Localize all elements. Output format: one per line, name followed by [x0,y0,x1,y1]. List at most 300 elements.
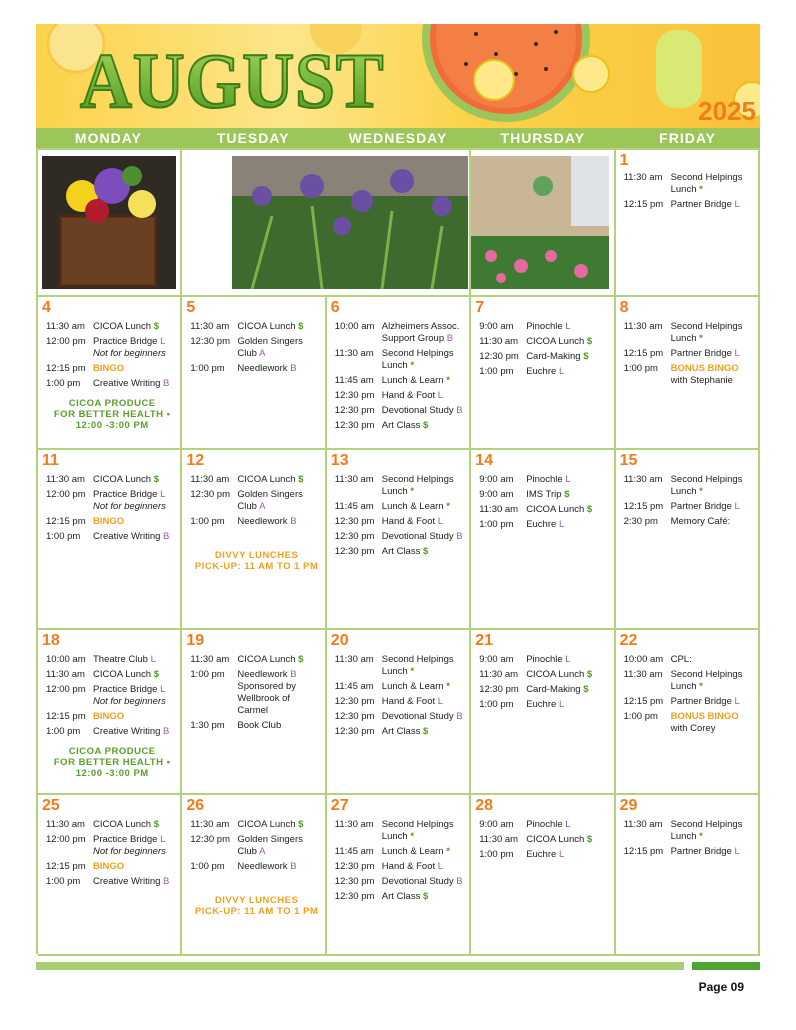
day-cell-26 [182,795,326,956]
event-tag: B [290,861,297,872]
event-tag: $ [583,684,589,695]
event-note: with Corey [670,723,716,734]
event-time: 9:00 am [479,321,514,332]
event-title: Golden Singers Club [237,336,303,359]
day-number: 21 [475,632,493,649]
event-title: Golden Singers Club [237,489,303,512]
event-title: Partner Bridge [670,348,732,359]
event-title: Needlework [237,363,288,374]
day-cell-20 [327,630,471,795]
event-tag: B [456,876,463,887]
day-cell-6 [327,297,471,450]
event-tag: * [410,666,415,677]
event-time: 12:30 pm [190,336,231,347]
event-tag: L [437,390,444,401]
event-tag: L [437,696,444,707]
event-title: Lunch & Learn [381,681,444,692]
event-title: Lunch & Learn [381,846,444,857]
day-cell-1 [616,150,760,297]
page-number: Page 09 [698,980,744,994]
weekday-monday: MONDAY [74,130,142,146]
event-title: Partner Bridge [670,199,732,210]
promo-line: FOR BETTER HEALTH • [53,757,171,768]
event-time: 12:30 pm [334,420,375,431]
event-tag: L [160,834,166,845]
event-tag: B [456,531,463,542]
event-title: Card-Making [526,684,581,695]
event-title: CICOA Lunch [526,834,585,845]
event-time: 1:00 pm [479,519,514,530]
event-time: 12:30 pm [479,351,519,362]
event-time: 12:00 pm [46,489,86,500]
event-time: 11:30 am [623,819,663,830]
event-time: 12:30 pm [334,876,375,887]
day-cell-19 [182,630,326,795]
event-time: 11:30 am [479,504,519,515]
event-title: Pinochle [526,474,563,485]
event-time: 12:30 pm [190,489,231,500]
cicoa-produce-promo [46,398,178,431]
event-title: Pinochle [526,654,563,665]
event-tag: L [734,846,740,857]
day-number: 13 [330,452,349,469]
event-time: 9:00 am [479,654,514,665]
divvy-lunch-promo [190,550,322,572]
event-tag: L [734,348,740,359]
day-number: 4 [42,299,51,316]
event-tag: $ [586,504,593,515]
event-time: 11:30 am [623,172,663,183]
event-time: 1:30 pm [190,720,225,731]
event-time: 12:30 pm [334,726,375,737]
event-title: IMS Trip [526,489,562,500]
event-tag: $ [583,351,589,362]
event-time: 11:45 am [334,846,374,857]
event-title: Creative Writing [93,876,161,887]
event-time: 2:30 pm [623,516,658,527]
day-number: 20 [330,632,349,649]
event-title: BINGO [93,363,125,374]
event-title: Lunch & Learn [381,375,444,386]
event-time: 11:30 am [623,474,663,485]
calendar-grid [36,148,760,954]
event-time: 1:00 pm [46,726,81,737]
day-cell-15 [616,450,760,630]
day-number: 12 [186,452,205,469]
event-tag: A [259,846,266,857]
event-title: Creative Writing [93,531,161,542]
event-tag: * [699,184,703,195]
event-time: 1:00 pm [623,711,658,722]
weekday-tuesday: TUESDAY [216,130,290,146]
event-time: 12:15 pm [623,501,664,512]
event-title: Euchre [526,366,557,377]
promo-line: CICOA PRODUCE [68,398,156,409]
event-time: 11:30 am [479,336,519,347]
event-title: CICOA Lunch [526,669,585,680]
day-cell-8 [616,297,760,450]
event-tag: L [558,519,565,530]
event-tag: B [163,531,170,542]
event-title: Golden Singers Club [237,834,303,857]
event-tag: L [160,489,166,500]
event-title: Practice Bridge [93,336,158,347]
weekday-header-bar [36,128,760,148]
event-tag: L [150,654,156,665]
event-time: 11:30 am [623,669,663,680]
weekday-wednesday: WEDNESDAY [348,130,448,146]
event-time: 1:00 pm [479,849,514,860]
promo-line: 12:00 -3:00 PM [75,768,149,779]
promo-line: CICOA PRODUCE [68,746,156,757]
event-title: CICOA Lunch [237,819,296,830]
day-number: 19 [186,632,205,649]
event-title: Creative Writing [93,378,161,389]
event-time: 11:30 am [190,474,230,485]
footer-accent-bar [692,962,760,970]
event-time: 12:30 pm [334,861,375,872]
day-number: 29 [619,797,638,814]
event-tag: $ [422,546,429,557]
event-tag: * [699,831,703,842]
photo-center-building [471,156,609,289]
day-number: 7 [475,299,485,316]
event-title: Devotional Study [381,876,454,887]
event-time: 12:00 pm [46,684,86,695]
weekday-friday: FRIDAY [659,130,716,146]
event-title: Devotional Study [381,531,454,542]
event-time: 12:00 pm [46,834,86,845]
event-title: Hand & Foot [381,516,436,527]
event-time: 11:30 am [334,819,374,830]
event-tag: A [259,348,266,359]
event-tag: L [565,819,571,830]
day-cell-28 [471,795,615,956]
event-tag: * [699,333,703,344]
event-note: Not for beginners [93,696,166,707]
event-title: Devotional Study [381,405,454,416]
event-title: Euchre [526,849,557,860]
event-title: BINGO [93,711,125,722]
day-cell-21 [471,630,615,795]
event-time: 12:30 pm [334,390,375,401]
event-time: 10:00 am [46,654,86,665]
event-time: 12:15 pm [46,711,86,722]
event-tag: L [734,501,740,512]
event-title: Partner Bridge [670,846,732,857]
event-tag: L [558,699,565,710]
event-title: Art Class [381,891,421,902]
event-tag: B [290,516,297,527]
event-tag: B [163,378,170,389]
day-number: 22 [619,632,638,649]
event-title: Second Helpings Lunch [670,474,743,497]
event-title: Needlework [237,861,288,872]
event-time: 11:30 am [334,348,374,359]
day-number: 28 [475,797,493,814]
event-time: 9:00 am [479,819,514,830]
event-title: Art Class [381,420,421,431]
header-banner [36,24,760,128]
event-title: CICOA Lunch [93,669,152,680]
event-time: 1:00 pm [190,516,225,527]
event-tag: B [456,711,463,722]
event-tag: * [699,486,703,497]
event-tag: $ [422,726,429,737]
event-time: 10:00 am [623,654,664,665]
event-time: 11:30 am [334,474,374,485]
promo-line: DIVVY LUNCHES [214,550,299,561]
day-number: 11 [42,452,59,469]
event-time: 12:30 pm [334,696,375,707]
event-time: 11:45 am [334,501,374,512]
event-time: 11:30 am [46,474,85,485]
day-cell-5 [182,297,326,450]
event-tag: L [565,654,571,665]
event-tag: * [410,360,415,371]
photo-cell-planter [38,150,182,297]
event-time: 1:00 pm [46,531,81,542]
event-tag: * [410,831,415,842]
event-tag: $ [586,834,593,845]
promo-line: DIVVY LUNCHES [214,895,299,906]
day-cell-29 [616,795,760,956]
event-tag: $ [153,474,160,485]
event-time: 11:30 am [46,819,85,830]
event-tag: * [446,681,450,692]
day-number: 5 [186,299,196,316]
event-time: 11:30 am [479,834,519,845]
event-time: 11:30 am [190,321,230,332]
event-title: CICOA Lunch [93,321,152,332]
event-time: 12:30 pm [334,531,375,542]
event-title: Second Helpings Lunch [670,172,743,195]
event-tag: $ [422,420,429,431]
event-tag: L [160,684,166,695]
event-tag: * [446,375,450,386]
event-tag: $ [298,654,304,665]
event-title: Card-Making [526,351,581,362]
event-note: Not for beginners [93,501,166,512]
event-title: CICOA Lunch [237,474,296,485]
event-time: 1:00 pm [190,669,225,680]
event-title: Art Class [381,546,421,557]
event-tag: $ [153,669,160,680]
event-title: CICOA Lunch [237,654,296,665]
event-time: 12:30 pm [190,834,231,845]
day-cell-25 [38,795,182,956]
day-number: 26 [186,797,205,814]
promo-line: 12:00 -3:00 PM [75,420,149,431]
event-title: CPL: [670,654,692,665]
event-note: Sponsored by Wellbrook of Carmel [237,681,297,716]
event-time: 1:00 pm [46,876,81,887]
weekday-thursday: THURSDAY [500,130,586,146]
event-tag: L [437,516,444,527]
event-time: 12:15 pm [623,199,664,210]
event-title: Second Helpings Lunch [670,321,743,344]
event-note: Not for beginners [93,348,166,359]
event-tag: B [163,726,170,737]
month-title: AUGUST [80,37,385,124]
day-cell-18 [38,630,182,795]
event-title: BINGO [93,516,125,527]
event-tag: L [565,321,571,332]
event-tag: B [290,363,297,374]
event-title: Second Helpings Lunch [670,819,743,842]
event-title: Theatre Club [93,654,148,665]
event-title: BONUS BINGO [670,711,739,722]
event-tag: $ [153,321,160,332]
footer-bar [36,962,684,970]
event-title: Practice Bridge [93,489,158,500]
event-tag: L [558,366,565,377]
event-tag: $ [298,819,304,830]
event-title: Second Helpings Lunch [381,654,454,677]
photo-flower-planter [42,156,176,289]
event-tag: $ [422,891,429,902]
event-time: 12:15 pm [623,846,664,857]
day-number: 25 [42,797,60,814]
day-cell-14 [471,450,615,630]
photo-cell-irises [182,150,471,297]
event-title: Book Club [237,720,282,731]
promo-line: PICK-UP: 11 AM TO 1 PM [194,561,319,572]
event-title: CICOA Lunch [526,504,585,515]
promo-line: FOR BETTER HEALTH • [53,409,171,420]
event-note: Not for beginners [93,846,166,857]
photo-cell-building [471,150,615,297]
event-tag: * [699,681,703,692]
event-time: 9:00 am [479,474,514,485]
event-title: Art Class [381,726,421,737]
event-time: 12:15 pm [46,516,86,527]
event-title: CICOA Lunch [526,336,585,347]
day-cell-12 [182,450,326,630]
event-title: Partner Bridge [670,696,732,707]
event-time: 12:30 pm [479,684,519,695]
day-cell-27 [327,795,471,956]
event-time: 12:00 pm [46,336,86,347]
event-title: Pinochle [526,819,563,830]
day-number: 6 [330,299,340,316]
day-cell-7 [471,297,615,450]
event-time: 12:15 pm [46,363,86,374]
event-time: 11:30 am [479,669,519,680]
promo-line: PICK-UP: 11 AM TO 1 PM [194,906,319,917]
event-title: Memory Café: [670,516,731,527]
event-title: Alzheimers Assoc. Support Group [381,321,460,344]
divvy-lunch-promo [190,895,322,917]
event-title: Pinochle [526,321,563,332]
event-title: Practice Bridge [93,684,158,695]
event-time: 11:30 am [46,669,85,680]
event-time: 1:00 pm [46,378,81,389]
event-tag: $ [153,819,160,830]
event-time: 11:30 am [623,321,663,332]
event-time: 12:30 pm [334,546,375,557]
event-title: Practice Bridge [93,834,158,845]
day-cell-11 [38,450,182,630]
event-title: Hand & Foot [381,390,436,401]
event-tag: $ [564,489,570,500]
event-time: 12:15 pm [46,861,86,872]
event-title: Second Helpings Lunch [381,819,454,842]
event-tag: L [734,696,740,707]
event-time: 11:45 am [334,375,374,386]
event-tag: $ [298,321,304,332]
event-time: 1:00 pm [190,861,225,872]
event-time: 12:30 pm [334,405,375,416]
event-tag: $ [298,474,304,485]
event-title: Second Helpings Lunch [670,669,743,692]
day-number: 18 [42,632,60,649]
event-tag: B [290,669,297,680]
day-number: 27 [330,797,349,814]
event-title: BONUS BINGO [670,363,739,374]
event-time: 11:30 am [46,321,85,332]
event-time: 1:00 pm [623,363,658,374]
year-label: 2025 [698,96,756,126]
event-title: Hand & Foot [381,696,436,707]
event-time: 11:30 am [334,654,374,665]
event-tag: L [565,474,571,485]
event-time: 11:45 am [334,681,374,692]
event-title: CICOA Lunch [93,819,152,830]
event-title: CICOA Lunch [237,321,296,332]
day-number: 15 [619,452,638,469]
event-tag: L [437,861,444,872]
event-time: 12:15 pm [623,696,664,707]
event-time: 10:00 am [334,321,375,332]
event-title: Needlework [237,516,288,527]
day-cell-13 [327,450,471,630]
event-time: 12:30 pm [334,711,375,722]
event-time: 1:00 pm [479,366,514,377]
day-number: 1 [619,152,629,169]
event-time: 1:00 pm [190,363,225,374]
day-cell-4 [38,297,182,450]
event-title: Creative Writing [93,726,161,737]
event-title: Second Helpings Lunch [381,474,454,497]
event-tag: L [734,199,740,210]
event-title: Lunch & Learn [381,501,444,512]
event-title: BINGO [93,861,125,872]
event-tag: * [446,501,450,512]
event-title: Partner Bridge [670,501,732,512]
event-time: 12:15 pm [623,348,664,359]
event-tag: * [446,846,450,857]
event-title: CICOA Lunch [93,474,152,485]
event-tag: B [456,405,463,416]
event-time: 11:30 am [190,654,230,665]
event-title: Needlework [237,669,288,680]
event-title: Second Helpings Lunch [381,348,454,371]
day-number: 14 [475,452,493,469]
event-tag: B [163,876,170,887]
cicoa-produce-promo [46,746,178,779]
event-note: with Stephanie [670,375,733,386]
event-tag: $ [586,336,593,347]
event-tag: $ [586,669,593,680]
event-title: Euchre [526,519,557,530]
event-time: 9:00 am [479,489,514,500]
event-tag: A [259,501,266,512]
event-time: 12:30 pm [334,516,375,527]
event-tag: L [558,849,565,860]
event-title: Euchre [526,699,557,710]
event-title: Devotional Study [381,711,454,722]
